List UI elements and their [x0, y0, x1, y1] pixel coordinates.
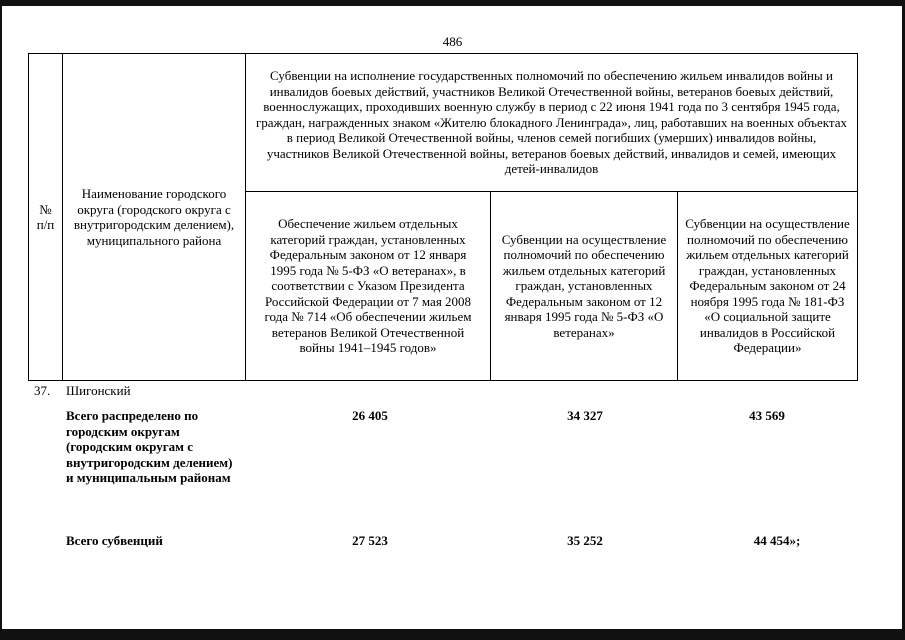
header-column-housing-veterans-decree: Обеспечение жильем отдельных категорий граждан, установленных Федеральным законом от 12 января 1995 года № 5-ФЗ «О ветеранах», в соответствии с Указом Президента Российской Федерации от 7 мая 2008 года № 714 «Об обеспечении жильем ветеранов Великой Отечественной войны 1941–1945 годов»	[264, 216, 472, 356]
value-column-a: 26 405	[352, 408, 388, 423]
row-number: 37.	[34, 383, 51, 398]
row-name: Всего распределено по городским округам (городским округам с внутригородским делением) и муниципальным районам	[66, 408, 233, 486]
value-column-b: 34 327	[567, 408, 603, 423]
header-column-veterans-law: Субвенции на осуществление полномочий по обеспечению жильем отдельных категорий граждан, установленных Федеральным законом от 12 января 1995 года № 5-ФЗ «О ветеранах»	[501, 231, 667, 340]
header-subsidy-group: Субвенции на исполнение государственных полномочий по обеспечению жильем инвалидов войны и инвалидов боевых действий, участников Великой Отечественной войны, ветеранов боевых действий, военнослужащих, проходивших военную службу в период с 22 июня 1941 года по 3 сентября 1945 года, граждан, награжденных знаком «Жителю блокадного Ленинграда», лиц, работавших на военных объектах в период Великой Отечественной войны, членов семей погибших (умерших) инвалидов войны, участников Великой Отечественной войны, ветеранов боевых действий, инвалидов и семей, имеющих детей-инвалидов	[255, 68, 848, 177]
value-column-c: 43 569	[749, 408, 785, 423]
page-number: 486	[442, 34, 463, 49]
row-name: Шигонский	[66, 383, 131, 398]
scan-bottom-border	[0, 629, 905, 640]
scan-top-border	[0, 0, 905, 6]
header-municipality-name: Наименование городского округа (городского округа с внутригородским делением), муниципального района	[73, 186, 235, 248]
value-column-a: 27 523	[352, 533, 388, 548]
header-number: № п/п	[36, 201, 55, 232]
header-column-disabled-law: Субвенции на осуществление полномочий по обеспечению жильем отдельных категорий граждан, установленных Федеральным законом от 24 ноября 1995 года № 181-ФЗ «О социальной защите инвалидов в Российской Федерации»	[685, 216, 850, 356]
value-column-b: 35 252	[567, 533, 603, 548]
row-name: Всего субвенций	[66, 533, 163, 548]
scan-left-border	[0, 0, 2, 640]
value-column-c: 44 454»;	[753, 533, 801, 548]
